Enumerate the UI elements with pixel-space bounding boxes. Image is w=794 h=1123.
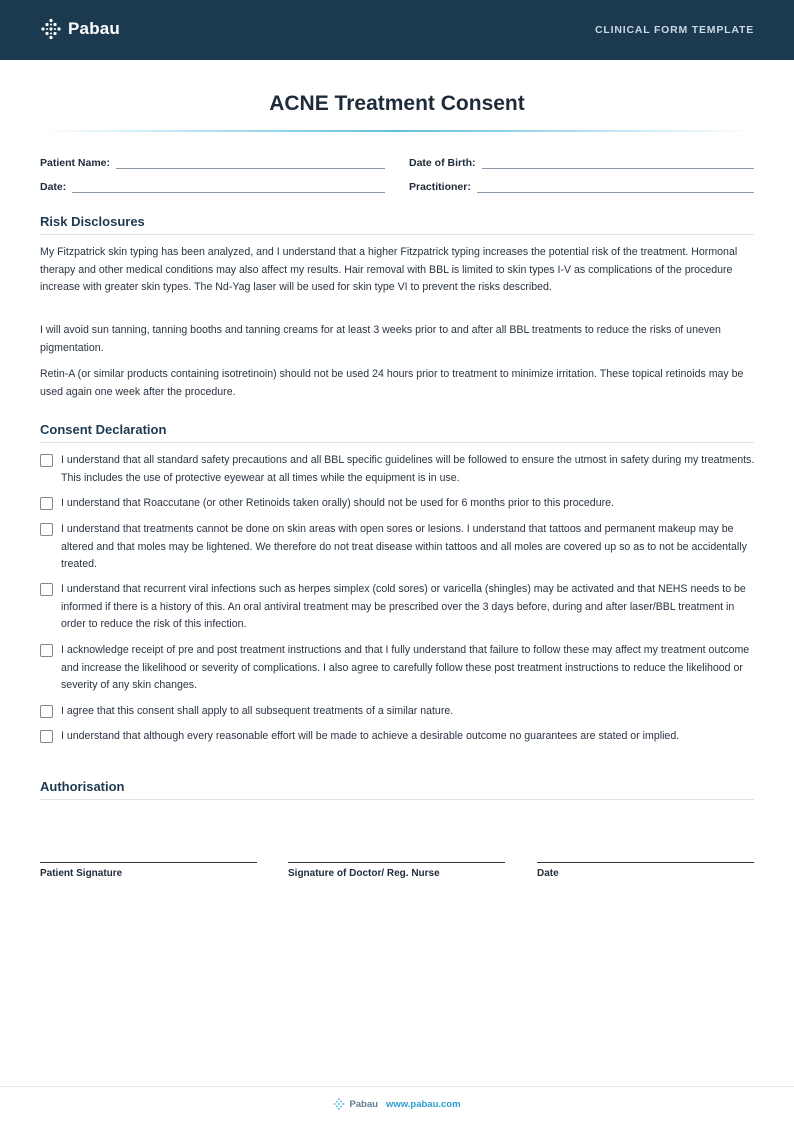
practitioner-field[interactable] (409, 181, 754, 193)
title-divider (40, 130, 754, 132)
date-of-birth-label: Date of Birth: (409, 157, 476, 169)
consent-item-text: I agree that this consent shall apply to all subsequent treatments of a similar nature. (61, 705, 454, 717)
consent-item[interactable] (40, 581, 756, 634)
consent-item[interactable] (40, 452, 756, 487)
date-input-line[interactable] (72, 184, 385, 193)
consent-item-text: I understand that recurrent viral infections such as herpes simplex (cold sores) or varicella (shingles) may be activated and that NEHS needs to be informed if there is a history of this. An oral antiviral treatment may be prescribed over the 3 days before, during and after laser/BBL treatment in order to reduce the risk of this infection. (61, 583, 746, 630)
consent-item-text: I understand that treatments cannot be done on skin areas with open sores or lesions. I understand that tattoos and permanent makeup may be altered and that moles may be lightened. We therefore do not treat disease within tattoos and all moles are covered up so as to not be accidentally treated. (61, 523, 747, 570)
authorisation-divider (40, 799, 754, 800)
risk-paragraph: I will avoid sun tanning, tanning booths and tanning creams for at least 3 weeks prior to and after all BBL treatments to reduce the risks of uneven pigmentation. (40, 324, 721, 354)
patient-name-input-line[interactable] (116, 160, 385, 169)
consent-item-text: I understand that all standard safety precautions and all BBL specific guidelines will be followed to ensure the utmost in safety during my treatments. This includes the use of protective eyewear at all times while the equipment is in use. (61, 454, 755, 484)
patient-name-label: Patient Name: (40, 157, 111, 169)
footer-brand: Pabau (349, 1098, 378, 1110)
patient-name-field[interactable] (40, 157, 385, 169)
brand-name: Pabau (68, 19, 121, 38)
risk-paragraph: Retin-A (or similar products containing isotretinoin) should not be used 24 hours prior to treatment to minimize irritation. These topical retinoids may be used again one week after the procedure. (40, 368, 744, 398)
brand-logo[interactable] (40, 18, 120, 40)
pabau-logo-icon (40, 18, 62, 40)
footer (0, 1098, 794, 1110)
consent-checkbox[interactable] (40, 497, 53, 510)
consent-item[interactable] (40, 728, 756, 746)
consent-declaration-divider (40, 442, 754, 443)
consent-checkbox[interactable] (40, 730, 53, 743)
footer-url-link[interactable]: www.pabau.com (385, 1098, 461, 1110)
header-bar (0, 0, 794, 60)
signature-date-line[interactable] (537, 862, 754, 863)
date-field[interactable] (40, 181, 385, 193)
date-label: Date: (40, 181, 67, 193)
risk-paragraph: My Fitzpatrick skin typing has been analyzed, and I understand that a higher Fitzpatrick typing increases the potential risk of the treatment. Hormonal therapy and other medical conditions may also affect my results. Hair removal with BBL is limited to skin types I-V as complications of the procedure increase with greater skin types. The Nd-Yag laser will be used for skin type VI to prevent the risks described. (40, 246, 738, 293)
doctor-signature-block[interactable] (288, 862, 505, 879)
authorisation-heading: Authorisation (40, 779, 125, 794)
consent-item-text: I acknowledge receipt of pre and post treatment instructions and that I fully understand that failure to follow these may affect my treatment outcome and increase the likelihood or severity of complications. I also agree to carefully follow these post treatment instructions to reduce the likelihood or severity of any skin changes. (61, 644, 750, 691)
consent-checkbox[interactable] (40, 454, 53, 467)
patient-signature-line[interactable] (40, 862, 257, 863)
practitioner-label: Practitioner: (409, 181, 471, 193)
patient-signature-label: Patient Signature (40, 868, 123, 879)
consent-item[interactable] (40, 642, 756, 695)
patient-signature-block[interactable] (40, 862, 257, 879)
pabau-footer-logo-icon (333, 1098, 345, 1110)
doctor-signature-label: Signature of Doctor/ Reg. Nurse (288, 868, 440, 879)
risk-disclosures-divider (40, 234, 754, 235)
consent-item[interactable] (40, 703, 756, 721)
consent-checkbox[interactable] (40, 705, 53, 718)
header-label: CLINICAL FORM TEMPLATE (595, 24, 754, 36)
date-of-birth-input-line[interactable] (482, 160, 755, 169)
practitioner-input-line[interactable] (477, 184, 754, 193)
consent-item-text: I understand that although every reasonable effort will be made to achieve a desirable outcome no guarantees are stated or implied. (61, 730, 680, 742)
doctor-signature-line[interactable] (288, 862, 505, 863)
consent-checkbox[interactable] (40, 644, 53, 657)
page-title: ACNE Treatment Consent (269, 92, 525, 115)
risk-disclosures-heading: Risk Disclosures (40, 214, 145, 229)
footer-divider (0, 1086, 794, 1087)
signature-date-label: Date (537, 868, 559, 879)
consent-item-text: I understand that Roaccutane (or other Retinoids taken orally) should not be used for 6 months prior to this procedure. (61, 497, 614, 509)
consent-item[interactable] (40, 495, 756, 513)
date-of-birth-field[interactable] (409, 157, 754, 169)
consent-declaration-heading: Consent Declaration (40, 422, 167, 437)
consent-checkbox[interactable] (40, 523, 53, 536)
signature-date-block[interactable] (537, 862, 754, 879)
consent-item[interactable] (40, 521, 756, 574)
consent-checkbox[interactable] (40, 583, 53, 596)
